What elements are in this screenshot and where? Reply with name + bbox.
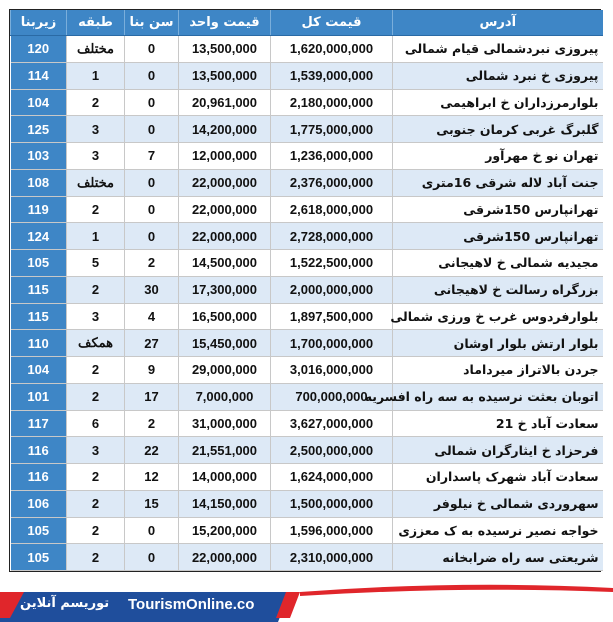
cell-floor: 2 <box>67 383 125 410</box>
cell-area: 105 <box>11 250 67 277</box>
cell-floor: همکف <box>67 330 125 357</box>
table-row <box>11 544 603 571</box>
table-row <box>11 437 603 464</box>
cell-floor: 2 <box>67 464 125 491</box>
cell-area: 108 <box>11 169 67 196</box>
cell-area: 104 <box>11 89 67 116</box>
cell-building-age: 0 <box>125 116 179 143</box>
cell-area: 117 <box>11 410 67 437</box>
cell-area: 110 <box>11 330 67 357</box>
cell-floor: 2 <box>67 89 125 116</box>
cell-unit-price: 21,551,000 <box>179 437 271 464</box>
cell-total-price: 1,596,000,000 <box>271 517 393 544</box>
cell-building-age: 0 <box>125 89 179 116</box>
cell-unit-price: 14,500,000 <box>179 250 271 277</box>
header-row <box>11 10 603 36</box>
cell-floor: 3 <box>67 116 125 143</box>
cell-building-age: 0 <box>125 196 179 223</box>
header-building-age: سن بنا <box>125 10 179 36</box>
cell-unit-price: 15,450,000 <box>179 330 271 357</box>
cell-building-age: 22 <box>125 437 179 464</box>
table-row <box>11 303 603 330</box>
cell-address: بلوارفردوس غرب خ ورزی شمالی <box>393 303 603 330</box>
cell-building-age: 0 <box>125 169 179 196</box>
cell-area: 101 <box>11 383 67 410</box>
cell-address: بلوارمرزداران خ ابراهیمی <box>393 89 603 116</box>
cell-total-price: 1,620,000,000 <box>271 36 393 63</box>
cell-unit-price: 22,000,000 <box>179 544 271 571</box>
cell-building-age: 2 <box>125 410 179 437</box>
cell-building-age: 4 <box>125 303 179 330</box>
cell-area: 120 <box>11 36 67 63</box>
cell-building-age: 17 <box>125 383 179 410</box>
cell-building-age: 15 <box>125 490 179 517</box>
listings-table <box>10 10 603 571</box>
cell-address: تهرانپارس 150شرقی <box>393 223 603 250</box>
cell-address: جردن بالاتراز میرداماد <box>393 357 603 384</box>
cell-floor: مختلف <box>67 169 125 196</box>
cell-total-price: 3,016,000,000 <box>271 357 393 384</box>
cell-total-price: 1,897,500,000 <box>271 303 393 330</box>
cell-building-age: 12 <box>125 464 179 491</box>
header-area: زیربنا <box>11 10 67 36</box>
cell-unit-price: 20,961,000 <box>179 89 271 116</box>
cell-building-age: 27 <box>125 330 179 357</box>
table-row <box>11 464 603 491</box>
cell-total-price: 1,236,000,000 <box>271 143 393 170</box>
cell-area: 115 <box>11 276 67 303</box>
cell-building-age: 9 <box>125 357 179 384</box>
cell-address: شریعتی سه راه ضرابخانه <box>393 544 603 571</box>
cell-total-price: 2,180,000,000 <box>271 89 393 116</box>
cell-address: بزرگراه رسالت خ لاهیجانی <box>393 276 603 303</box>
cell-building-age: 0 <box>125 544 179 571</box>
cell-floor: 3 <box>67 143 125 170</box>
cell-floor: 2 <box>67 357 125 384</box>
cell-total-price: 1,624,000,000 <box>271 464 393 491</box>
cell-address: جنت آباد لاله شرقی 16متری <box>393 169 603 196</box>
cell-building-age: 7 <box>125 143 179 170</box>
cell-floor: 2 <box>67 544 125 571</box>
cell-unit-price: 13,500,000 <box>179 62 271 89</box>
cell-total-price: 2,376,000,000 <box>271 169 393 196</box>
cell-address: اتوبان بعثت نرسیده به سه راه افسریه <box>393 383 603 410</box>
cell-unit-price: 22,000,000 <box>179 169 271 196</box>
cell-building-age: 0 <box>125 223 179 250</box>
footer-banner <box>0 578 613 622</box>
cell-building-age: 2 <box>125 250 179 277</box>
cell-unit-price: 7,000,000 <box>179 383 271 410</box>
cell-area: 105 <box>11 544 67 571</box>
cell-unit-price: 14,150,000 <box>179 490 271 517</box>
brand-persian: توریسم آنلاین <box>20 596 110 611</box>
table-row <box>11 276 603 303</box>
header-floor: طبقه <box>67 10 125 36</box>
cell-floor: مختلف <box>67 36 125 63</box>
table-row <box>11 410 603 437</box>
cell-unit-price: 14,200,000 <box>179 116 271 143</box>
cell-area: 124 <box>11 223 67 250</box>
table-row <box>11 223 603 250</box>
cell-total-price: 1,500,000,000 <box>271 490 393 517</box>
cell-unit-price: 22,000,000 <box>179 196 271 223</box>
table-row <box>11 250 603 277</box>
cell-area: 114 <box>11 62 67 89</box>
header-address: آدرس <box>393 10 603 36</box>
cell-floor: 2 <box>67 490 125 517</box>
cell-unit-price: 14,000,000 <box>179 464 271 491</box>
cell-unit-price: 29,000,000 <box>179 357 271 384</box>
cell-floor: 5 <box>67 250 125 277</box>
cell-total-price: 2,618,000,000 <box>271 196 393 223</box>
table-body <box>11 36 603 571</box>
cell-floor: 2 <box>67 196 125 223</box>
cell-address: سعادت آباد شهرک پاسداران <box>393 464 603 491</box>
cell-floor: 3 <box>67 303 125 330</box>
table-row <box>11 36 603 63</box>
cell-address: پیروزی خ نبرد شمالی <box>393 62 603 89</box>
header-total-price: قیمت کل <box>271 10 393 36</box>
cell-unit-price: 13,500,000 <box>179 36 271 63</box>
cell-total-price: 1,700,000,000 <box>271 330 393 357</box>
cell-total-price: 3,627,000,000 <box>271 410 393 437</box>
brand-english: TourismOnline.co <box>128 596 255 613</box>
table-row <box>11 196 603 223</box>
table-row <box>11 116 603 143</box>
header-unit-price: قیمت واحد <box>179 10 271 36</box>
table-row <box>11 517 603 544</box>
cell-floor: 2 <box>67 276 125 303</box>
cell-address: سعادت آباد خ 21 <box>393 410 603 437</box>
cell-area: 116 <box>11 464 67 491</box>
cell-unit-price: 31,000,000 <box>179 410 271 437</box>
table-row <box>11 169 603 196</box>
cell-area: 116 <box>11 437 67 464</box>
cell-area: 104 <box>11 357 67 384</box>
cell-address: مجیدیه شمالی خ لاهیجانی <box>393 250 603 277</box>
cell-address: خواجه نصیر نرسیده به ک معززی <box>393 517 603 544</box>
cell-floor: 3 <box>67 437 125 464</box>
table-row <box>11 383 603 410</box>
cell-total-price: 2,310,000,000 <box>271 544 393 571</box>
cell-building-age: 0 <box>125 517 179 544</box>
cell-unit-price: 16,500,000 <box>179 303 271 330</box>
cell-address: تهران نو خ مهرآور <box>393 143 603 170</box>
cell-area: 119 <box>11 196 67 223</box>
cell-address: فرحزاد خ ایثارگران شمالی <box>393 437 603 464</box>
cell-building-age: 0 <box>125 62 179 89</box>
cell-area: 103 <box>11 143 67 170</box>
cell-floor: 1 <box>67 223 125 250</box>
cell-floor: 6 <box>67 410 125 437</box>
cell-area: 105 <box>11 517 67 544</box>
cell-unit-price: 12,000,000 <box>179 143 271 170</box>
cell-unit-price: 15,200,000 <box>179 517 271 544</box>
cell-area: 106 <box>11 490 67 517</box>
table-row <box>11 89 603 116</box>
cell-building-age: 0 <box>125 36 179 63</box>
cell-address: گلبرگ غربی کرمان جنوبی <box>393 116 603 143</box>
cell-total-price: 700,000,000 <box>271 383 393 410</box>
cell-area: 115 <box>11 303 67 330</box>
cell-total-price: 1,522,500,000 <box>271 250 393 277</box>
cell-area: 125 <box>11 116 67 143</box>
cell-floor: 2 <box>67 517 125 544</box>
cell-total-price: 2,500,000,000 <box>271 437 393 464</box>
cell-total-price: 1,539,000,000 <box>271 62 393 89</box>
cell-total-price: 2,000,000,000 <box>271 276 393 303</box>
table-row <box>11 62 603 89</box>
cell-address: بلوار ارتش بلوار اوشان <box>393 330 603 357</box>
table-row <box>11 330 603 357</box>
table-row <box>11 490 603 517</box>
table-row <box>11 143 603 170</box>
cell-building-age: 30 <box>125 276 179 303</box>
cell-unit-price: 22,000,000 <box>179 223 271 250</box>
cell-address: سهروردی شمالی خ نیلوفر <box>393 490 603 517</box>
price-table <box>9 9 601 572</box>
cell-total-price: 2,728,000,000 <box>271 223 393 250</box>
cell-unit-price: 17,300,000 <box>179 276 271 303</box>
cell-total-price: 1,775,000,000 <box>271 116 393 143</box>
table-row <box>11 357 603 384</box>
cell-address: تهرانپارس 150شرقی <box>393 196 603 223</box>
cell-address: پیروزی نبردشمالی قیام شمالی <box>393 36 603 63</box>
cell-floor: 1 <box>67 62 125 89</box>
